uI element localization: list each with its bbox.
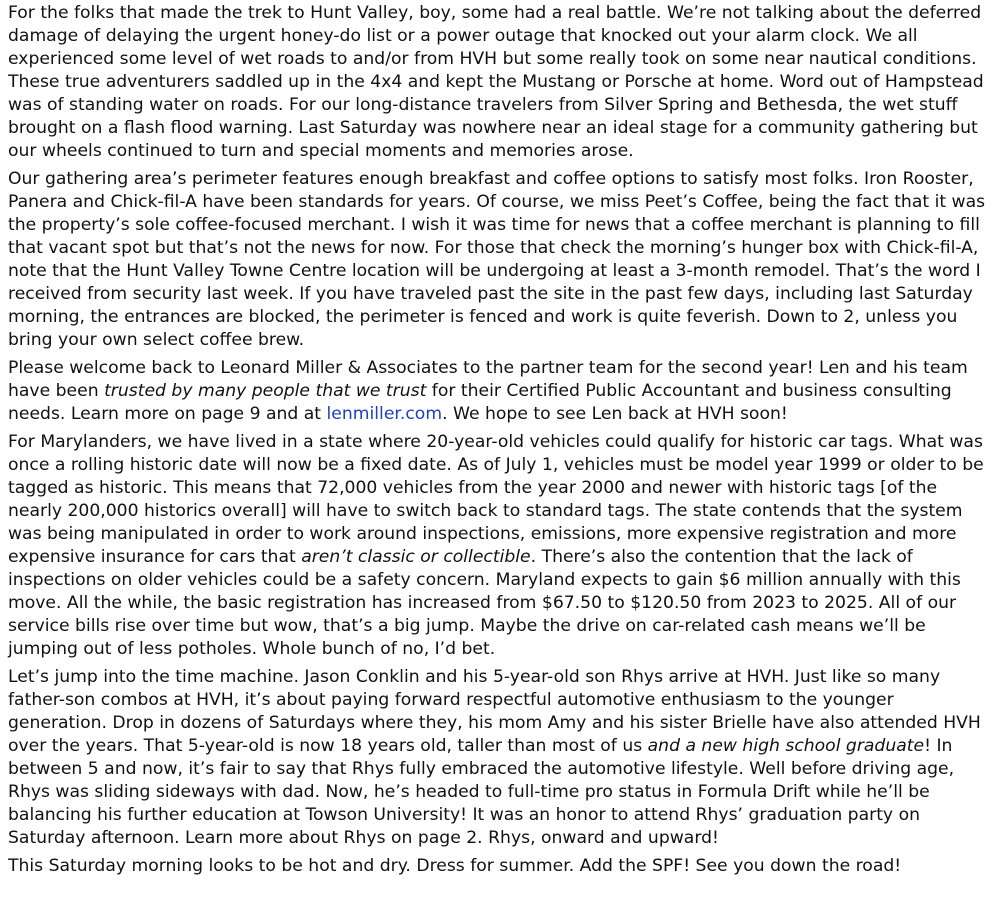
paragraph-trek-weather [8, 2, 995, 163]
paragraph-text: For Marylanders, we have lived in a state where 20-year-old vehicles could qualify for historic car tags. What was once a rolling historic date will now be a fixed date. As of July 1, vehicles must be model year 1999 or older to be tagged as historic. This means that 72,000 vehicles from the year 2000 and newer with historic tags [of the nearly 200,000 historics overall] will have to switch back to standard tags. The state contends that the system was being manipulated in order to work around inspections, emissions, more expensive registration and more expensive insurance for cars that [8, 432, 984, 567]
paragraph-text: for their Certified Public Accountant and business consulting needs. Learn more on page 9 and at [8, 381, 952, 424]
paragraph-closing [8, 855, 995, 878]
paragraph-text: For the folks that made the trek to Hunt Valley, boy, some had a real battle. We’re not talking about the deferred damage of delaying the urgent honey-do list or a power outage that knocked out your alarm clock. We all experienced some level of wet roads to and/or from HVH but some really took on some near nautical conditions. These true adventurers saddled up in the 4x4 and kept the Mustang or Porsche at home. Word out of Hampstead was of standing water on roads. For our long-distance travelers from Silver Spring and Bethesda, the wet stuff brought on a flash flood warning. Last Saturday was nowhere near an ideal stage for a community gathering but our wheels continued to turn and special moments and memories arose. [8, 3, 984, 161]
paragraph-text: ! In between 5 and now, it’s fair to say that Rhys fully embraced the automotive lifestyle. Well before driving age, Rhys was sliding sideways with dad. Now, he’s headed to full-time pro status in Formula Drift while he’ll be balancing his further education at Towson University! It was an honor to attend Rhys’ graduation party on Saturday afternoon. Learn more about Rhys on page 2. Rhys, onward and upward! [8, 736, 955, 848]
italic-phrase: trusted by many people that we trust [104, 381, 427, 401]
paragraph-text: . We hope to see Len back at HVH soon! [442, 404, 788, 424]
paragraph-partner-welcome [8, 357, 995, 426]
paragraph-historic-tags [8, 431, 995, 661]
italic-phrase: and a new high school graduate [647, 736, 925, 756]
italic-phrase: aren’t classic or collectible [301, 547, 531, 567]
paragraph-text: Please welcome back to Leonard Miller & Associates to the partner team for the second year! Len and his team have been [8, 358, 968, 401]
paragraph-time-machine [8, 666, 995, 850]
paragraph-text: Our gathering area’s perimeter features enough breakfast and coffee options to satisfy most folks. Iron Rooster, Panera and Chick-fil-A have been standards for years. Of course, we miss Peet’s Coffee, being the fact that it was the property’s sole coffee-focused merchant. I wish it was time for news that a coffee merchant is planning to fill that vacant spot but that’s not the news for now. For those that check the morning’s hunger box with Chick-fil-A, note that the Hunt Valley Towne Centre location will be undergoing at least a 3-month remodel. That’s the word I received from security last week. If you have traveled past the site in the past few days, including last Saturday morning, the entrances are blocked, the perimeter is fenced and work is quite feverish. Down to 2, unless you bring your own select coffee brew. [8, 169, 986, 350]
paragraph-text: . There’s also the contention that the lack of inspections on older vehicles could be a safety concern. Maryland expects to gain $6 million annually with this move. All the while, the basic registration has increased from $67.50 to $120.50 from 2023 to 2025. All of our service bills rise over time but wow, that’s a big jump. Maybe the drive on car-related cash means we’ll be jumping out of less potholes. Whole bunch of no, I’d bet. [8, 547, 961, 659]
lenmiller-link[interactable]: lenmiller.com [326, 404, 443, 424]
paragraph-text: Let’s jump into the time machine. Jason Conklin and his 5-year-old son Rhys arrive at HVH. Just like so many father-son combos at HVH, it’s about paying forward respectful automotive enthusiasm to the younger generation. Drop in dozens of Saturdays where they, his mom Amy and his sister Brielle have also attended HVH over the years. That 5-year-old is now 18 years old, taller than most of us [8, 667, 981, 756]
paragraph-breakfast-coffee [8, 168, 995, 352]
paragraph-text: This Saturday morning looks to be hot and dry. Dress for summer. Add the SPF! See you down the road! [8, 856, 902, 876]
